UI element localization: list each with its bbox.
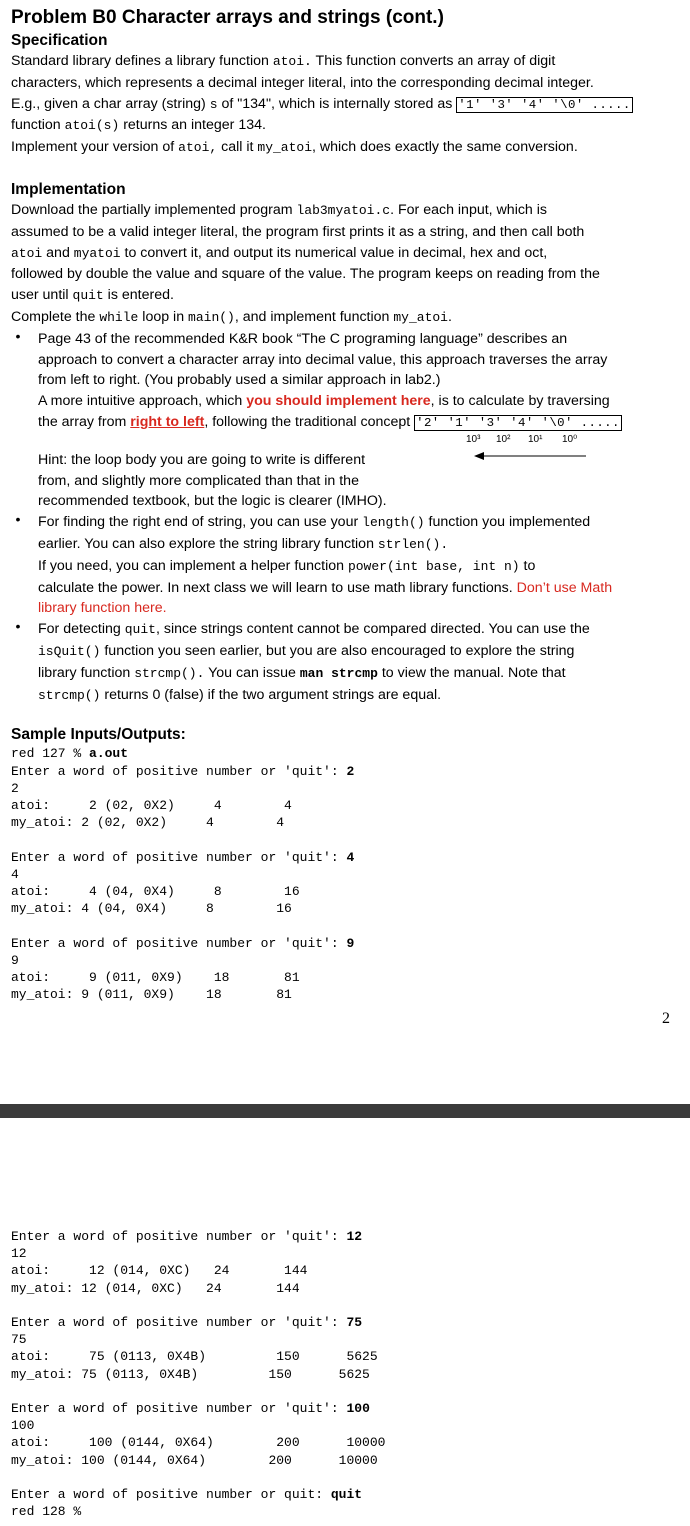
bullet-line: the array from right to left, following the traditional concept '2' '1' '3' '4' '\0' ..... <box>38 413 620 430</box>
bullet-item <box>11 329 679 512</box>
bullet-dot: • <box>15 328 21 345</box>
bullet-item <box>11 512 679 619</box>
spec-line: function atoi(s) returns an integer 134. <box>11 117 266 134</box>
power-label: 10⁰ <box>562 434 578 445</box>
impl-line: assumed to be a valid integer literal, the program first prints it as a string, and then call both <box>11 223 585 240</box>
bullet-line: earlier. You can also explore the string library function strlen(). <box>38 535 449 552</box>
power-label: 10² <box>496 434 511 445</box>
bullet-line: isQuit() function you seen earlier, but you are also encouraged to explore the string <box>38 642 575 659</box>
page-number: 2 <box>662 1010 670 1027</box>
spec-line: Standard library defines a library function atoi. This function converts an array of digit <box>11 53 556 69</box>
impl-line: atoi and myatoi to convert it, and output its numerical value in decimal, hex and oct, <box>11 244 548 261</box>
hint-line: from, and slightly more complicated than that in the <box>38 472 359 489</box>
page-content <box>11 6 679 1003</box>
bullet-line: from left to right. (You probably used a similar approach in lab2.) <box>38 372 441 389</box>
impl-line: Download the partially implemented program lab3myatoi.c. For each input, which is <box>11 201 548 218</box>
bullet-line: If you need, you can implement a helper function power(int base, int n) to <box>38 557 536 574</box>
problem-title: Problem B0 Character arrays and strings (cont.) <box>11 7 444 28</box>
specification-heading: Specification <box>11 32 108 49</box>
sample-output: red 127 % a.out Enter a word of positive number or 'quit': 2 2 atoi: 2 (02, 0X2) 4 4 my_atoi: 2 (02, 0X2) 4 4 Enter a word of positive number or 'quit': 4 4 atoi: 4 (04, 0X4) 8 16 my_atoi: 4 (04, 0X4) 8 16 Enter a word of positive number or 'quit': 9 9 atoi: 9 (011, 0X9) 18 81 my_atoi: 9 (011, 0X9) 18 81 <box>11 746 355 1003</box>
bullet-line: calculate the power. In next class we will learn to use math library functions. Don’t use Math <box>38 579 613 596</box>
bullet-line: Page 43 of the recommended K&R book “The C programing language” describes an <box>38 330 568 347</box>
bullet-line: library function here. <box>38 600 167 617</box>
power-label: 10³ <box>466 434 481 445</box>
bullet-line: approach to convert a character array into decimal value, this approach traverses the array <box>38 351 608 368</box>
char-array-box: '1' '3' '4' '\0' ..... <box>458 97 631 112</box>
bullet-line: A more intuitive approach, which you should implement here, is to calculate by traversing <box>38 393 610 410</box>
impl-line: Complete the while loop in main(), and implement function my_atoi. <box>11 308 452 325</box>
sample-heading: Sample Inputs/Outputs: <box>11 726 186 744</box>
bullet-line: For detecting quit, since strings content cannot be compared directed. You can use the <box>38 621 590 638</box>
hint-line: Hint: the loop body you are going to write is different <box>38 451 366 468</box>
document-page-2 <box>0 1118 690 1526</box>
bullet-dot: • <box>15 619 21 636</box>
spec-line: E.g., given a char array (string) s of "134", which is internally stored as '1' '3' '4' '\0' ..... <box>11 95 631 112</box>
bullet-line: library function strcmp(). You can issue man strcmp to view the manual. Note that <box>38 664 566 681</box>
sample-output-continued: Enter a word of positive number or 'quit': 12 12 atoi: 12 (014, 0XC) 24 144 my_atoi: 12 (014, 0XC) 24 144 Enter a word of positive number or 'quit': 75 75 atoi: 75 (0113, 0X4B) 150 5625 my_atoi: 75 (0113, 0X4B) 150 5625 Enter a word of positive number or 'quit': 100 100 atoi: 100 (0144, 0X64) 200 10000 my_atoi: 100 (0144, 0X64) 200 10000 Enter a word of positive number or quit: quit red 128 % <box>11 1229 386 1520</box>
page-separator <box>0 1104 690 1118</box>
impl-line: followed by double the value and square of the value. The program keeps on reading from the <box>11 266 600 283</box>
spec-line: Implement your version of atoi, call it my_atoi, which does exactly the same conversion. <box>11 139 578 156</box>
implementation-heading: Implementation <box>11 180 126 198</box>
bullet-dot: • <box>15 512 21 529</box>
hint-line: recommended textbook, but the logic is clearer (IMHO). <box>38 493 387 510</box>
bullet-item <box>11 619 679 706</box>
place-value-diagram <box>466 434 596 464</box>
bullet-line: strcmp() returns 0 (false) if the two argument strings are equal. <box>38 686 442 703</box>
bullet-line: For finding the right end of string, you can use your length() function you implemented <box>38 514 591 531</box>
impl-line: user until quit is entered. <box>11 287 174 304</box>
char-array-box: '2' '1' '3' '4' '\0' ..... <box>416 415 620 430</box>
spec-line: characters, which represents a decimal integer literal, into the corresponding decimal integer. <box>11 74 594 91</box>
left-arrow-icon <box>474 450 594 462</box>
power-label: 10¹ <box>528 434 543 445</box>
